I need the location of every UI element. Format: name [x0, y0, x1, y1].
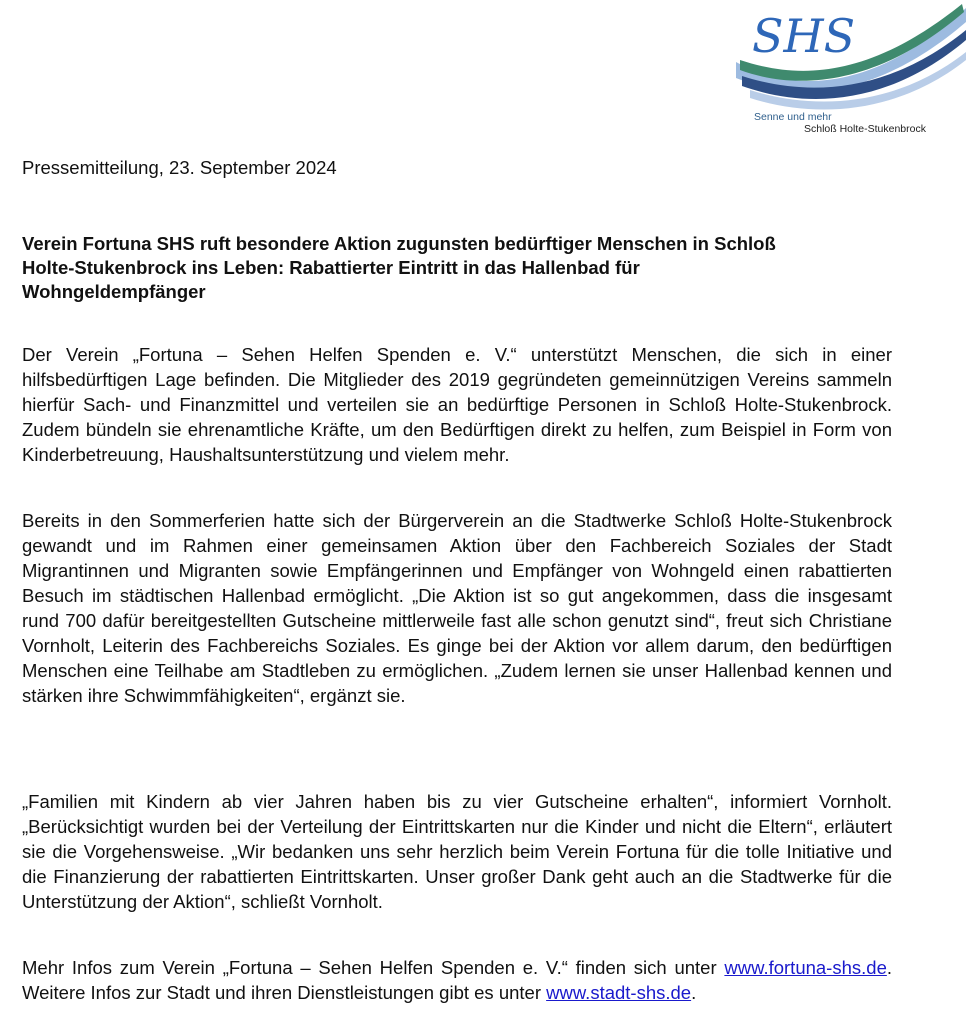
closing-text-2: . Weitere Infos zur Stadt und ihren Dienstleistungen gibt es unter: [22, 956, 892, 1003]
paragraph-2: Bereits in den Sommerferien hatte sich der Bürgerverein an die Stadtwerke Schloß Holte-Stukenbrock gewandt und im Rahmen einer gemeinsamen Aktion über den Fachbereich Soziales der Stadt Migrantinnen und Migranten sowie Empfängerinnen und Empfänger von Wohngeld einen rabattierten Besuch im städtischen Hallenbad ermöglicht. „Die Aktion ist so gut angekommen, dass die insgesamt rund 700 dafür bereitgestellten Gutscheine mittlerweile fast alle schon genutzt sind“, freut sich Christiane Vornholt, Leiterin des Fachbereichs Soziales. Es ginge bei der Aktion vor allem darum, den bedürftigen Menschen eine Teilhabe am Stadtleben zu ermöglichen. „Zudem lernen sie unser Hallenbad kennen und stärken ihre Schwimmfähigkeiten“, ergänzt sie.: [22, 509, 892, 706]
logo-letters: SHS: [752, 9, 856, 63]
closing-paragraph: [22, 955, 892, 1005]
press-release-date: Pressemitteilung, 23. September 2024: [22, 157, 337, 178]
headline: Verein Fortuna SHS ruft besondere Aktion zugunsten bedürftiger Menschen in Schloß Holte-Stukenbrock ins Leben: Rabattierter Eintritt in das Hallenbad für Wohngeldempfänger: [22, 233, 776, 302]
shs-logo: [730, 0, 968, 140]
shs-logo-graphic: [730, 0, 968, 118]
logo-tagline: Senne und mehr: [754, 111, 832, 123]
closing-text-1: Mehr Infos zum Verein „Fortuna – Sehen Helfen Spenden e. V.“ finden sich unter: [22, 956, 725, 978]
logo-town-name: Schloß Holte-Stukenbrock: [804, 123, 926, 135]
fortuna-link[interactable]: www.fortuna-shs.de: [724, 956, 887, 978]
paragraph-3: „Familien mit Kindern ab vier Jahren haben bis zu vier Gutscheine erhalten“, informiert Vornholt. „Berücksichtigt wurden bei der Verteilung der Eintrittskarten nur die Kinder und nicht die Eltern“, erläutert sie die Vorgehensweise. „Wir bedanken uns sehr herzlich beim Verein Fortuna für die tolle Initiative und die Finanzierung der rabattierten Eintrittskarten. Unser großer Dank geht auch an die Stadtwerke für die Unterstützung der Aktion“, schließt Vornholt.: [22, 790, 892, 912]
closing-text-3: .: [691, 981, 697, 1003]
paragraph-1: Der Verein „Fortuna – Sehen Helfen Spenden e. V.“ unterstützt Menschen, die sich in einer hilfsbedürftigen Lage befinden. Die Mitglieder des 2019 gegründeten gemeinnützigen Vereins sammeln hierfür Sach- und Finanzmittel und verteilen sie an bedürftige Personen in Schloß Holte-Stukenbrock. Zudem bündeln sie ehrenamtliche Kräfte, um den Bedürftigen direkt zu helfen, zum Beispiel in Form von Kinderbetreuung, Haushaltsunterstützung und vielem mehr.: [22, 343, 892, 465]
stadt-link[interactable]: www.stadt-shs.de: [546, 981, 692, 1003]
